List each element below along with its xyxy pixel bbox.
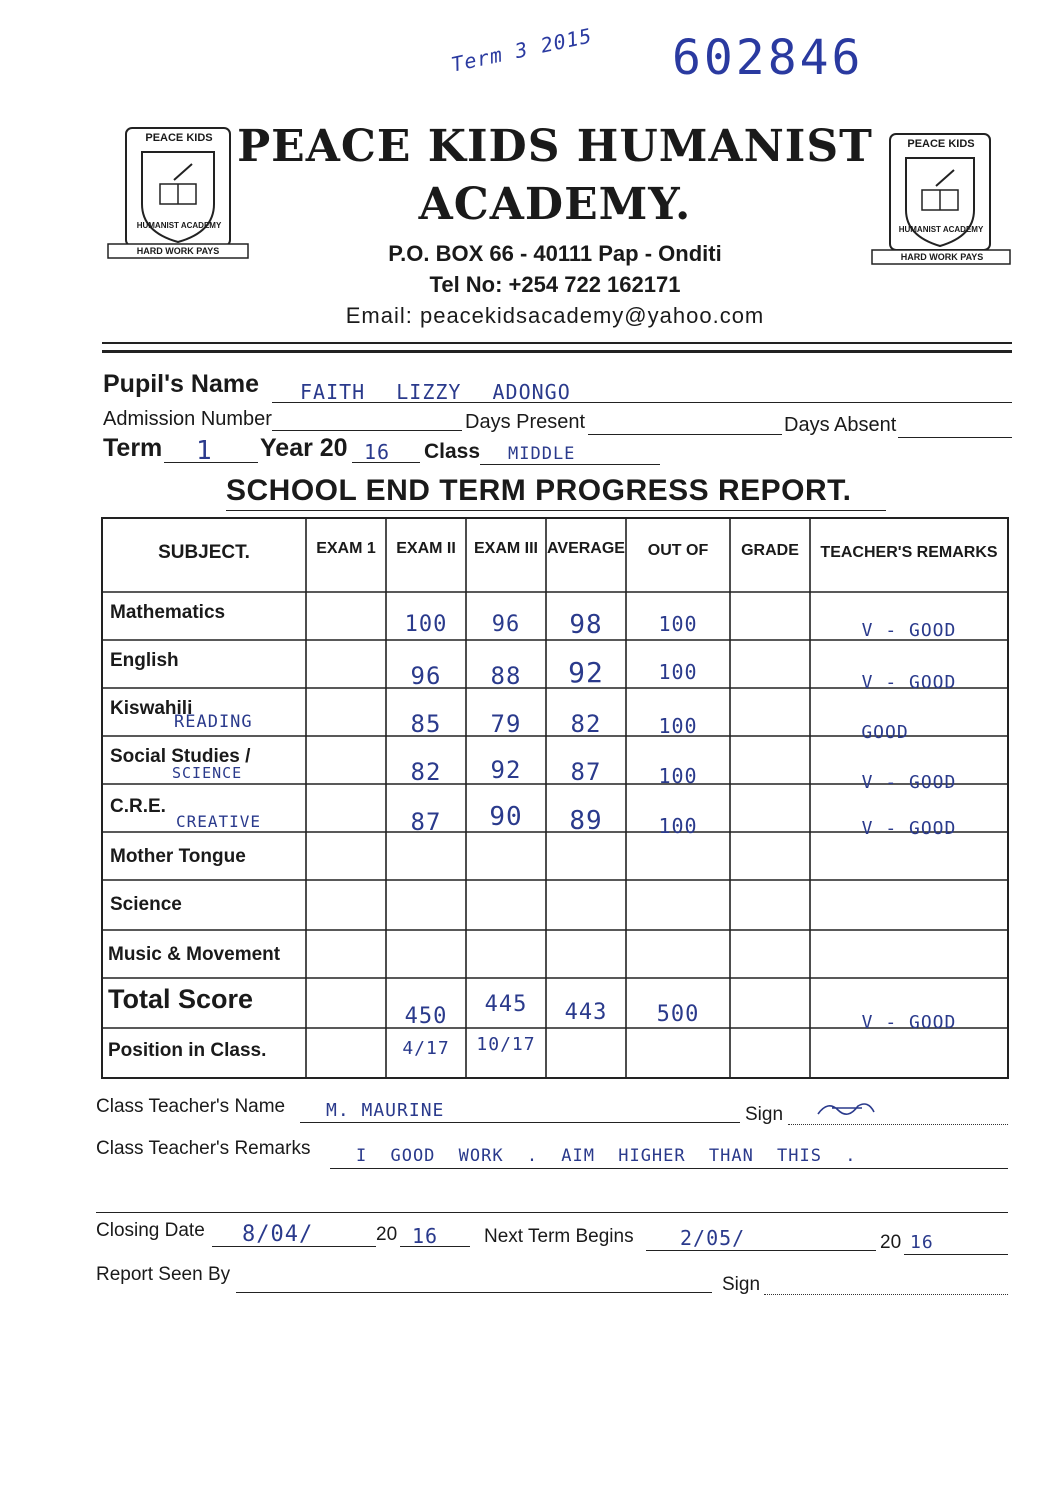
cell-english-out-of: 100 <box>658 660 698 684</box>
cell-cre-out-of: 100 <box>658 814 698 838</box>
row-subject-music-movement: Music & Movement <box>108 944 281 965</box>
year-value: 16 <box>364 440 391 464</box>
handwritten-term-note: Term 3 2015 <box>449 23 595 77</box>
next-term-line <box>646 1250 876 1251</box>
next-term-label: Next Term Begins <box>484 1226 634 1247</box>
term-value: 1 <box>196 436 213 466</box>
logo-ring-text-right: HUMANIST ACADEMY <box>898 225 984 234</box>
teacher-remarks-line <box>330 1168 1008 1169</box>
header-subject: SUBJECT. <box>158 542 250 563</box>
cell-total-remarks: V - GOOD <box>861 1012 957 1033</box>
header-exam2: EXAM II <box>396 540 456 557</box>
teacher-sign-label: Sign <box>745 1104 784 1125</box>
cell-english-exam2: 96 <box>410 662 442 690</box>
pupil-name-label: Pupil's Name <box>103 370 259 398</box>
cell-english-remarks: V - GOOD <box>861 672 957 693</box>
cell-cre-remarks: V - GOOD <box>861 818 957 839</box>
teacher-signature <box>812 1094 882 1122</box>
header-rule-bottom <box>102 350 1012 353</box>
cell-total-exam2: 450 <box>404 1004 448 1029</box>
row-subject-cre: C.R.E. <box>110 796 166 817</box>
days-absent-line <box>898 437 1012 438</box>
row-total-score-label: Total Score <box>108 984 254 1014</box>
header-teachers-remarks: TEACHER'S REMARKS <box>820 544 998 561</box>
header-average: AVERAGE <box>547 540 625 557</box>
cell-kiswahili-out-of: 100 <box>658 714 698 738</box>
cell-math-exam3: 96 <box>491 612 521 637</box>
school-po-box: P.O. BOX 66 - 40111 Pap - Onditi <box>388 241 722 266</box>
header-grade: GRADE <box>741 542 799 559</box>
row-position-label: Position in Class. <box>108 1040 267 1061</box>
cell-social-remarks: V - GOOD <box>861 772 957 793</box>
pupil-name-value: FAITH LIZZY ADONGO <box>300 380 571 404</box>
cell-social-average: 87 <box>570 758 602 786</box>
row-subject-english: English <box>110 650 179 671</box>
admission-number-line <box>272 430 462 431</box>
cell-social-out-of: 100 <box>658 764 698 788</box>
closing-date-label: Closing Date <box>96 1220 205 1241</box>
class-label: Class <box>424 440 481 463</box>
cell-social-exam2: 82 <box>410 758 442 786</box>
admission-number-label: Admission Number <box>103 408 272 430</box>
next-term-year-line <box>904 1254 1008 1255</box>
school-name-line1: PEACE KIDS HUMANIST <box>237 121 873 172</box>
next-term-year-label: 20 <box>880 1232 902 1253</box>
row-note-cre: CREATIVE <box>176 812 262 831</box>
school-address <box>230 238 880 331</box>
cell-cre-exam3: 90 <box>489 802 523 832</box>
school-name <box>230 118 880 234</box>
next-term-value: 2/05/ <box>680 1226 746 1250</box>
year-label: Year 20 <box>260 434 348 462</box>
report-seen-by-label: Report Seen By <box>96 1264 231 1285</box>
cell-english-exam3: 88 <box>490 662 522 690</box>
row-subject-science: Science <box>110 894 182 915</box>
header-rule-top <box>102 342 1012 344</box>
days-present-label: Days Present <box>465 411 586 433</box>
cell-social-exam3: 92 <box>490 756 522 784</box>
logo-caption-right: PEACE KIDS <box>907 138 975 150</box>
results-table <box>100 516 1010 1082</box>
cell-math-average: 98 <box>569 610 603 640</box>
school-logo-left <box>104 126 234 266</box>
row-subject-mathematics: Mathematics <box>110 602 226 623</box>
cell-kiswahili-exam2: 85 <box>410 710 442 738</box>
logo-motto: HARD WORK PAYS <box>136 246 220 256</box>
report-title: SCHOOL END TERM PROGRESS REPORT. <box>226 474 852 507</box>
teacher-remarks-line-2 <box>96 1212 1008 1213</box>
teacher-name-value: M. MAURINE <box>326 1100 445 1121</box>
teacher-remarks-value: I GOOD WORK . AIM HIGHER THAN THIS . <box>356 1146 857 1166</box>
class-line <box>480 464 660 465</box>
logo-caption: PEACE KIDS <box>145 132 213 144</box>
days-absent-label: Days Absent <box>784 414 897 436</box>
teacher-sign-line <box>788 1124 1008 1125</box>
report-title-underline <box>226 510 886 511</box>
cell-kiswahili-remarks: GOOD <box>861 722 909 743</box>
cell-kiswahili-average: 82 <box>570 710 602 738</box>
handwritten-reference-number: 602846 <box>672 30 864 86</box>
parent-sign-label: Sign <box>722 1274 761 1295</box>
days-present-line <box>588 434 782 435</box>
header-out-of: OUT OF <box>647 542 709 559</box>
closing-date-value: 8/04/ <box>242 1222 314 1247</box>
cell-position-exam2: 4/17 <box>402 1038 450 1059</box>
cell-total-out-of: 500 <box>656 1002 700 1027</box>
closing-year-label: 20 <box>376 1224 398 1245</box>
header-exam3: EXAM III <box>473 540 538 557</box>
cell-total-exam3: 445 <box>484 992 528 1017</box>
teacher-remarks-label: Class Teacher's Remarks <box>96 1138 311 1159</box>
report-seen-by-line <box>236 1292 712 1293</box>
row-subject-mother-tongue: Mother Tongue <box>110 846 246 867</box>
cell-total-average: 443 <box>564 1000 608 1025</box>
header-exam1: EXAM 1 <box>316 540 376 557</box>
cell-kiswahili-exam3: 79 <box>490 710 522 738</box>
school-tel: Tel No: +254 722 162171 <box>429 272 681 297</box>
row-note-kiswahili: READING <box>174 712 253 732</box>
school-email: Email: peacekidsacademy@yahoo.com <box>345 303 765 328</box>
cell-cre-average: 89 <box>569 806 603 836</box>
school-logo-right <box>866 132 996 272</box>
closing-year-value: 16 <box>412 1224 439 1248</box>
row-subject-kiswahili: Kiswahili <box>110 698 193 719</box>
cell-math-out-of: 100 <box>658 612 698 636</box>
row-note-social-studies: SCIENCE <box>172 764 243 782</box>
term-label: Term <box>103 434 163 462</box>
parent-sign-line <box>764 1294 1008 1295</box>
cell-english-average: 92 <box>568 656 604 689</box>
school-name-line2: ACADEMY. <box>418 179 692 230</box>
logo-motto-right: HARD WORK PAYS <box>900 252 984 262</box>
teacher-name-label: Class Teacher's Name <box>96 1096 286 1117</box>
logo-ring-text: HUMANIST ACADEMY <box>136 221 222 230</box>
row-subject-social-studies: Social Studies / <box>110 746 251 767</box>
cell-position-exam3: 10/17 <box>476 1034 536 1055</box>
next-term-year-value: 16 <box>910 1232 934 1253</box>
teacher-name-line <box>300 1122 740 1123</box>
class-value: MIDDLE <box>508 444 576 464</box>
cell-cre-exam2: 87 <box>410 808 442 836</box>
cell-math-remarks: V - GOOD <box>861 620 957 641</box>
cell-math-exam2: 100 <box>404 612 448 637</box>
